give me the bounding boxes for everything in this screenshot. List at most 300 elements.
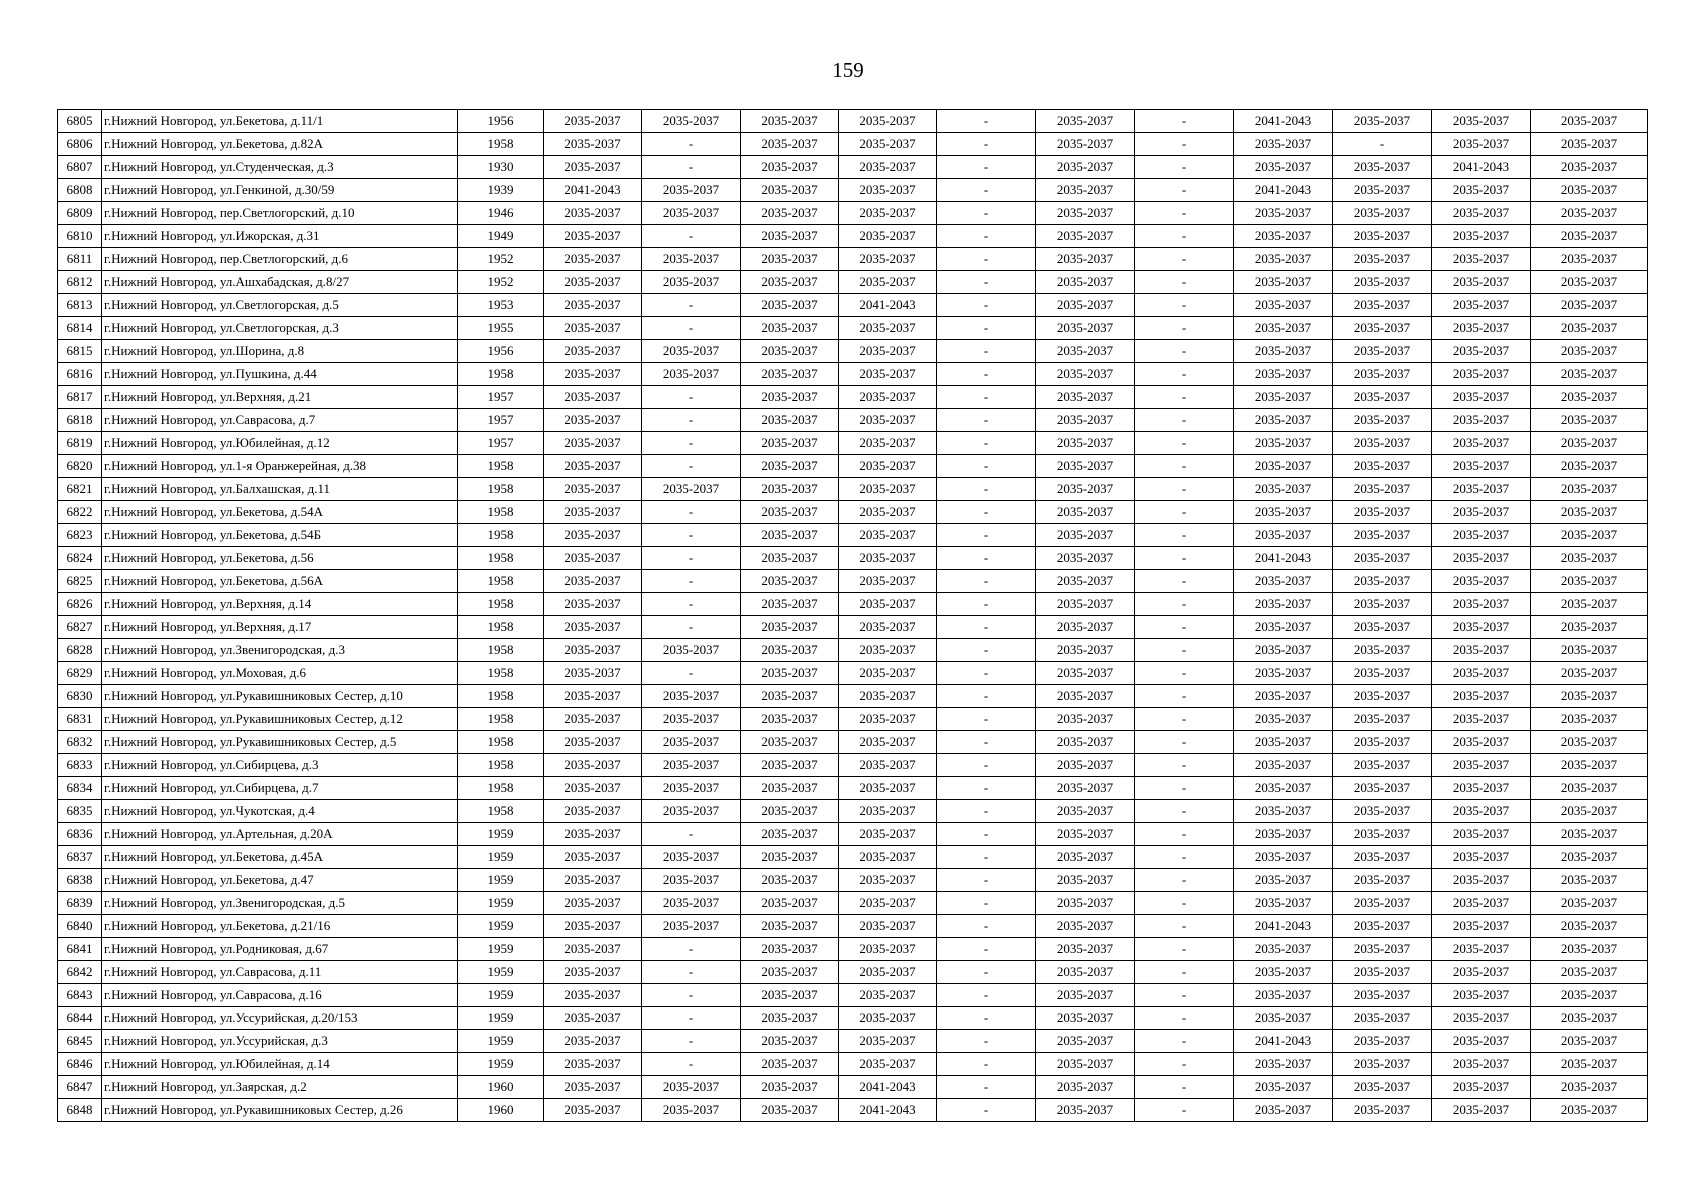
cell-period-4: 2035-2037 [839, 616, 937, 639]
cell-period-11: 2035-2037 [1531, 179, 1648, 202]
cell-address: г.Нижний Новгород, пер.Светлогорский, д.6 [102, 248, 458, 271]
cell-period-9: 2035-2037 [1333, 1053, 1432, 1076]
cell-period-7: - [1135, 731, 1234, 754]
cell-period-1: 2035-2037 [544, 1099, 642, 1122]
cell-period-6: 2035-2037 [1036, 800, 1135, 823]
cell-period-7: - [1135, 662, 1234, 685]
cell-period-2: 2035-2037 [642, 1099, 741, 1122]
cell-period-9: 2035-2037 [1333, 478, 1432, 501]
cell-period-8: 2035-2037 [1234, 271, 1333, 294]
cell-period-3: 2035-2037 [741, 1076, 839, 1099]
cell-period-6: 2035-2037 [1036, 340, 1135, 363]
cell-address: г.Нижний Новгород, ул.Балхашская, д.11 [102, 478, 458, 501]
cell-period-3: 2035-2037 [741, 800, 839, 823]
cell-period-9: 2035-2037 [1333, 455, 1432, 478]
table-row [58, 754, 1648, 777]
cell-period-10: 2035-2037 [1432, 225, 1531, 248]
cell-period-1: 2035-2037 [544, 317, 642, 340]
cell-build-year: 1953 [458, 294, 544, 317]
cell-period-8: 2035-2037 [1234, 501, 1333, 524]
cell-period-6: 2035-2037 [1036, 501, 1135, 524]
cell-period-6: 2035-2037 [1036, 708, 1135, 731]
cell-period-4: 2035-2037 [839, 915, 937, 938]
cell-period-1: 2035-2037 [544, 823, 642, 846]
cell-build-year: 1956 [458, 340, 544, 363]
cell-period-5: - [937, 432, 1036, 455]
cell-period-2: - [642, 593, 741, 616]
cell-period-3: 2035-2037 [741, 340, 839, 363]
cell-build-year: 1959 [458, 823, 544, 846]
cell-period-8: 2035-2037 [1234, 455, 1333, 478]
cell-period-3: 2035-2037 [741, 225, 839, 248]
cell-row-number: 6834 [58, 777, 102, 800]
cell-period-8: 2035-2037 [1234, 685, 1333, 708]
cell-period-2: 2035-2037 [642, 1076, 741, 1099]
cell-period-11: 2035-2037 [1531, 432, 1648, 455]
table-row [58, 593, 1648, 616]
cell-period-4: 2035-2037 [839, 455, 937, 478]
cell-period-3: 2035-2037 [741, 1053, 839, 1076]
cell-period-2: 2035-2037 [642, 478, 741, 501]
cell-period-7: - [1135, 294, 1234, 317]
cell-period-5: - [937, 202, 1036, 225]
cell-period-11: 2035-2037 [1531, 593, 1648, 616]
cell-address: г.Нижний Новгород, ул.Родниковая, д.67 [102, 938, 458, 961]
cell-period-8: 2035-2037 [1234, 823, 1333, 846]
cell-address: г.Нижний Новгород, ул.Звенигородская, д.3 [102, 639, 458, 662]
cell-period-3: 2035-2037 [741, 938, 839, 961]
cell-row-number: 6822 [58, 501, 102, 524]
cell-period-3: 2035-2037 [741, 478, 839, 501]
cell-period-9: 2035-2037 [1333, 915, 1432, 938]
cell-period-3: 2035-2037 [741, 1007, 839, 1030]
cell-period-6: 2035-2037 [1036, 179, 1135, 202]
cell-row-number: 6848 [58, 1099, 102, 1122]
cell-address: г.Нижний Новгород, ул.Ашхабадская, д.8/27 [102, 271, 458, 294]
cell-period-4: 2035-2037 [839, 777, 937, 800]
cell-period-3: 2035-2037 [741, 593, 839, 616]
cell-period-11: 2035-2037 [1531, 547, 1648, 570]
cell-period-1: 2035-2037 [544, 271, 642, 294]
cell-period-10: 2035-2037 [1432, 570, 1531, 593]
cell-build-year: 1958 [458, 501, 544, 524]
cell-period-3: 2035-2037 [741, 639, 839, 662]
cell-period-8: 2035-2037 [1234, 731, 1333, 754]
cell-period-3: 2035-2037 [741, 156, 839, 179]
cell-period-9: 2035-2037 [1333, 317, 1432, 340]
cell-build-year: 1949 [458, 225, 544, 248]
cell-period-5: - [937, 961, 1036, 984]
cell-period-6: 2035-2037 [1036, 984, 1135, 1007]
cell-address: г.Нижний Новгород, ул.Бекетова, д.82А [102, 133, 458, 156]
cell-address: г.Нижний Новгород, ул.Рукавишниковых Сестер, д.5 [102, 731, 458, 754]
cell-row-number: 6820 [58, 455, 102, 478]
cell-row-number: 6829 [58, 662, 102, 685]
cell-period-6: 2035-2037 [1036, 961, 1135, 984]
cell-address: г.Нижний Новгород, ул.Сибирцева, д.7 [102, 777, 458, 800]
cell-build-year: 1957 [458, 409, 544, 432]
cell-period-10: 2035-2037 [1432, 639, 1531, 662]
cell-period-2: 2035-2037 [642, 179, 741, 202]
cell-address: г.Нижний Новгород, ул.Бекетова, д.21/16 [102, 915, 458, 938]
cell-period-7: - [1135, 593, 1234, 616]
cell-period-8: 2041-2043 [1234, 547, 1333, 570]
cell-period-6: 2035-2037 [1036, 754, 1135, 777]
cell-period-8: 2035-2037 [1234, 248, 1333, 271]
cell-period-2: - [642, 616, 741, 639]
cell-period-1: 2035-2037 [544, 248, 642, 271]
cell-period-1: 2035-2037 [544, 294, 642, 317]
cell-period-11: 2035-2037 [1531, 846, 1648, 869]
cell-period-6: 2035-2037 [1036, 915, 1135, 938]
cell-period-6: 2035-2037 [1036, 202, 1135, 225]
cell-period-3: 2035-2037 [741, 386, 839, 409]
table-row [58, 271, 1648, 294]
cell-period-5: - [937, 800, 1036, 823]
cell-period-3: 2035-2037 [741, 846, 839, 869]
cell-period-1: 2035-2037 [544, 846, 642, 869]
table-row [58, 110, 1648, 133]
cell-period-8: 2035-2037 [1234, 1076, 1333, 1099]
table-row [58, 685, 1648, 708]
table-row [58, 869, 1648, 892]
cell-row-number: 6830 [58, 685, 102, 708]
cell-period-11: 2035-2037 [1531, 662, 1648, 685]
table-row [58, 662, 1648, 685]
cell-address: г.Нижний Новгород, пер.Светлогорский, д.10 [102, 202, 458, 225]
cell-period-9: 2035-2037 [1333, 961, 1432, 984]
cell-period-1: 2035-2037 [544, 1007, 642, 1030]
cell-period-8: 2035-2037 [1234, 294, 1333, 317]
cell-period-9: 2035-2037 [1333, 938, 1432, 961]
cell-period-4: 2035-2037 [839, 570, 937, 593]
cell-period-1: 2035-2037 [544, 984, 642, 1007]
cell-period-10: 2035-2037 [1432, 1076, 1531, 1099]
cell-period-11: 2035-2037 [1531, 340, 1648, 363]
cell-period-9: 2035-2037 [1333, 340, 1432, 363]
table-row [58, 294, 1648, 317]
cell-period-6: 2035-2037 [1036, 938, 1135, 961]
cell-period-7: - [1135, 1007, 1234, 1030]
cell-period-4: 2035-2037 [839, 984, 937, 1007]
cell-period-11: 2035-2037 [1531, 317, 1648, 340]
cell-period-9: 2035-2037 [1333, 777, 1432, 800]
cell-period-2: - [642, 317, 741, 340]
cell-address: г.Нижний Новгород, ул.Ижорская, д.31 [102, 225, 458, 248]
cell-period-11: 2035-2037 [1531, 1076, 1648, 1099]
cell-period-9: 2035-2037 [1333, 110, 1432, 133]
cell-period-9: 2035-2037 [1333, 271, 1432, 294]
cell-address: г.Нижний Новгород, ул.Чукотская, д.4 [102, 800, 458, 823]
cell-period-1: 2035-2037 [544, 455, 642, 478]
cell-address: г.Нижний Новгород, ул.Рукавишниковых Сестер, д.12 [102, 708, 458, 731]
cell-period-6: 2035-2037 [1036, 662, 1135, 685]
cell-period-10: 2035-2037 [1432, 593, 1531, 616]
cell-period-11: 2035-2037 [1531, 248, 1648, 271]
cell-period-6: 2035-2037 [1036, 271, 1135, 294]
cell-period-11: 2035-2037 [1531, 616, 1648, 639]
cell-period-2: - [642, 501, 741, 524]
cell-row-number: 6811 [58, 248, 102, 271]
cell-period-5: - [937, 616, 1036, 639]
cell-period-8: 2041-2043 [1234, 110, 1333, 133]
cell-period-8: 2035-2037 [1234, 524, 1333, 547]
cell-period-11: 2035-2037 [1531, 1053, 1648, 1076]
cell-build-year: 1958 [458, 524, 544, 547]
cell-period-8: 2035-2037 [1234, 133, 1333, 156]
cell-row-number: 6828 [58, 639, 102, 662]
cell-address: г.Нижний Новгород, ул.Пушкина, д.44 [102, 363, 458, 386]
cell-row-number: 6837 [58, 846, 102, 869]
cell-period-4: 2035-2037 [839, 133, 937, 156]
cell-period-9: 2035-2037 [1333, 800, 1432, 823]
cell-period-9: 2035-2037 [1333, 1076, 1432, 1099]
cell-period-6: 2035-2037 [1036, 156, 1135, 179]
cell-period-5: - [937, 179, 1036, 202]
cell-period-2: 2035-2037 [642, 915, 741, 938]
table-row [58, 432, 1648, 455]
cell-period-5: - [937, 1007, 1036, 1030]
cell-period-2: 2035-2037 [642, 846, 741, 869]
cell-period-4: 2035-2037 [839, 1007, 937, 1030]
cell-period-1: 2035-2037 [544, 593, 642, 616]
cell-period-11: 2035-2037 [1531, 869, 1648, 892]
cell-period-3: 2035-2037 [741, 984, 839, 1007]
cell-period-4: 2035-2037 [839, 823, 937, 846]
cell-period-9: 2035-2037 [1333, 202, 1432, 225]
cell-period-2: - [642, 938, 741, 961]
cell-build-year: 1958 [458, 731, 544, 754]
cell-period-10: 2035-2037 [1432, 1053, 1531, 1076]
cell-period-3: 2035-2037 [741, 455, 839, 478]
cell-period-10: 2035-2037 [1432, 248, 1531, 271]
cell-period-6: 2035-2037 [1036, 455, 1135, 478]
cell-period-5: - [937, 777, 1036, 800]
table-row [58, 478, 1648, 501]
cell-period-6: 2035-2037 [1036, 593, 1135, 616]
cell-period-1: 2035-2037 [544, 432, 642, 455]
cell-build-year: 1939 [458, 179, 544, 202]
cell-address: г.Нижний Новгород, ул.Бекетова, д.56А [102, 570, 458, 593]
cell-row-number: 6841 [58, 938, 102, 961]
cell-period-5: - [937, 570, 1036, 593]
cell-row-number: 6843 [58, 984, 102, 1007]
cell-build-year: 1957 [458, 386, 544, 409]
cell-build-year: 1958 [458, 662, 544, 685]
cell-period-2: 2035-2037 [642, 248, 741, 271]
cell-period-2: - [642, 133, 741, 156]
cell-period-1: 2035-2037 [544, 915, 642, 938]
cell-period-10: 2035-2037 [1432, 846, 1531, 869]
cell-address: г.Нижний Новгород, ул.Бекетова, д.45А [102, 846, 458, 869]
cell-row-number: 6813 [58, 294, 102, 317]
table-row [58, 1053, 1648, 1076]
cell-period-7: - [1135, 892, 1234, 915]
cell-build-year: 1958 [458, 363, 544, 386]
cell-period-7: - [1135, 225, 1234, 248]
cell-period-1: 2035-2037 [544, 133, 642, 156]
cell-period-6: 2035-2037 [1036, 225, 1135, 248]
cell-period-9: 2035-2037 [1333, 892, 1432, 915]
cell-period-5: - [937, 1076, 1036, 1099]
cell-period-5: - [937, 708, 1036, 731]
cell-period-11: 2035-2037 [1531, 386, 1648, 409]
cell-period-8: 2035-2037 [1234, 846, 1333, 869]
cell-period-10: 2035-2037 [1432, 731, 1531, 754]
cell-period-7: - [1135, 754, 1234, 777]
cell-row-number: 6816 [58, 363, 102, 386]
cell-period-2: 2035-2037 [642, 685, 741, 708]
cell-period-1: 2035-2037 [544, 110, 642, 133]
cell-period-4: 2035-2037 [839, 892, 937, 915]
cell-address: г.Нижний Новгород, ул.Саврасова, д.16 [102, 984, 458, 1007]
cell-build-year: 1952 [458, 271, 544, 294]
cell-row-number: 6832 [58, 731, 102, 754]
cell-build-year: 1959 [458, 938, 544, 961]
cell-period-6: 2035-2037 [1036, 409, 1135, 432]
cell-build-year: 1959 [458, 892, 544, 915]
cell-period-6: 2035-2037 [1036, 685, 1135, 708]
cell-address: г.Нижний Новгород, ул.Светлогорская, д.5 [102, 294, 458, 317]
cell-period-9: 2035-2037 [1333, 846, 1432, 869]
cell-period-1: 2035-2037 [544, 225, 642, 248]
cell-period-9: 2035-2037 [1333, 593, 1432, 616]
table-row [58, 800, 1648, 823]
cell-build-year: 1952 [458, 248, 544, 271]
cell-period-4: 2035-2037 [839, 271, 937, 294]
cell-address: г.Нижний Новгород, ул.Уссурийская, д.3 [102, 1030, 458, 1053]
table-row [58, 202, 1648, 225]
cell-period-9: 2035-2037 [1333, 731, 1432, 754]
cell-period-2: - [642, 1030, 741, 1053]
cell-period-10: 2035-2037 [1432, 1099, 1531, 1122]
cell-period-1: 2035-2037 [544, 1030, 642, 1053]
cell-period-8: 2035-2037 [1234, 984, 1333, 1007]
cell-build-year: 1958 [458, 570, 544, 593]
table-row [58, 892, 1648, 915]
cell-period-10: 2035-2037 [1432, 501, 1531, 524]
cell-period-6: 2035-2037 [1036, 639, 1135, 662]
cell-period-5: - [937, 1099, 1036, 1122]
cell-period-5: - [937, 294, 1036, 317]
cell-period-1: 2035-2037 [544, 1076, 642, 1099]
cell-period-2: - [642, 1007, 741, 1030]
cell-period-4: 2041-2043 [839, 294, 937, 317]
cell-period-2: 2035-2037 [642, 892, 741, 915]
cell-period-3: 2035-2037 [741, 1099, 839, 1122]
cell-period-8: 2035-2037 [1234, 777, 1333, 800]
cell-period-3: 2035-2037 [741, 708, 839, 731]
cell-period-1: 2035-2037 [544, 156, 642, 179]
cell-period-8: 2035-2037 [1234, 1099, 1333, 1122]
cell-period-11: 2035-2037 [1531, 202, 1648, 225]
cell-build-year: 1958 [458, 133, 544, 156]
cell-period-3: 2035-2037 [741, 915, 839, 938]
cell-period-11: 2035-2037 [1531, 271, 1648, 294]
cell-address: г.Нижний Новгород, ул.Юбилейная, д.14 [102, 1053, 458, 1076]
cell-period-3: 2035-2037 [741, 1030, 839, 1053]
cell-period-3: 2035-2037 [741, 616, 839, 639]
cell-period-5: - [937, 639, 1036, 662]
cell-period-9: 2035-2037 [1333, 294, 1432, 317]
cell-period-4: 2035-2037 [839, 225, 937, 248]
cell-period-2: - [642, 409, 741, 432]
cell-period-9: - [1333, 133, 1432, 156]
cell-row-number: 6812 [58, 271, 102, 294]
cell-period-10: 2035-2037 [1432, 524, 1531, 547]
cell-build-year: 1955 [458, 317, 544, 340]
cell-build-year: 1958 [458, 754, 544, 777]
cell-row-number: 6809 [58, 202, 102, 225]
cell-period-4: 2035-2037 [839, 340, 937, 363]
cell-period-4: 2035-2037 [839, 248, 937, 271]
cell-address: г.Нижний Новгород, ул.1-я Оранжерейная, д.38 [102, 455, 458, 478]
cell-period-4: 2035-2037 [839, 708, 937, 731]
cell-period-3: 2035-2037 [741, 248, 839, 271]
cell-period-11: 2035-2037 [1531, 570, 1648, 593]
cell-period-4: 2035-2037 [839, 156, 937, 179]
cell-period-9: 2035-2037 [1333, 156, 1432, 179]
table-row [58, 777, 1648, 800]
cell-period-1: 2035-2037 [544, 685, 642, 708]
cell-period-7: - [1135, 271, 1234, 294]
table-row [58, 616, 1648, 639]
cell-row-number: 6805 [58, 110, 102, 133]
cell-period-2: 2035-2037 [642, 708, 741, 731]
cell-period-6: 2035-2037 [1036, 1099, 1135, 1122]
cell-period-3: 2035-2037 [741, 731, 839, 754]
cell-period-7: - [1135, 869, 1234, 892]
table-row [58, 156, 1648, 179]
cell-period-2: 2035-2037 [642, 777, 741, 800]
table-row [58, 984, 1648, 1007]
cell-period-4: 2035-2037 [839, 179, 937, 202]
cell-address: г.Нижний Новгород, ул.Саврасова, д.11 [102, 961, 458, 984]
cell-address: г.Нижний Новгород, ул.Верхняя, д.17 [102, 616, 458, 639]
cell-period-10: 2035-2037 [1432, 1030, 1531, 1053]
cell-period-8: 2035-2037 [1234, 478, 1333, 501]
cell-period-7: - [1135, 110, 1234, 133]
cell-period-1: 2035-2037 [544, 639, 642, 662]
table-row [58, 133, 1648, 156]
cell-period-10: 2035-2037 [1432, 616, 1531, 639]
cell-period-6: 2035-2037 [1036, 547, 1135, 570]
cell-period-4: 2035-2037 [839, 432, 937, 455]
cell-period-7: - [1135, 823, 1234, 846]
cell-period-6: 2035-2037 [1036, 892, 1135, 915]
cell-period-7: - [1135, 524, 1234, 547]
cell-row-number: 6836 [58, 823, 102, 846]
cell-period-6: 2035-2037 [1036, 524, 1135, 547]
cell-row-number: 6827 [58, 616, 102, 639]
cell-period-1: 2035-2037 [544, 869, 642, 892]
cell-period-4: 2035-2037 [839, 662, 937, 685]
cell-period-7: - [1135, 1053, 1234, 1076]
cell-period-10: 2035-2037 [1432, 708, 1531, 731]
cell-period-11: 2035-2037 [1531, 409, 1648, 432]
cell-period-2: - [642, 432, 741, 455]
cell-period-9: 2035-2037 [1333, 754, 1432, 777]
cell-period-5: - [937, 662, 1036, 685]
cell-period-1: 2035-2037 [544, 961, 642, 984]
cell-address: г.Нижний Новгород, ул.Генкиной, д.30/59 [102, 179, 458, 202]
cell-period-2: - [642, 455, 741, 478]
cell-period-9: 2035-2037 [1333, 386, 1432, 409]
cell-build-year: 1958 [458, 800, 544, 823]
cell-period-2: 2035-2037 [642, 340, 741, 363]
cell-period-11: 2035-2037 [1531, 1007, 1648, 1030]
cell-period-4: 2035-2037 [839, 386, 937, 409]
